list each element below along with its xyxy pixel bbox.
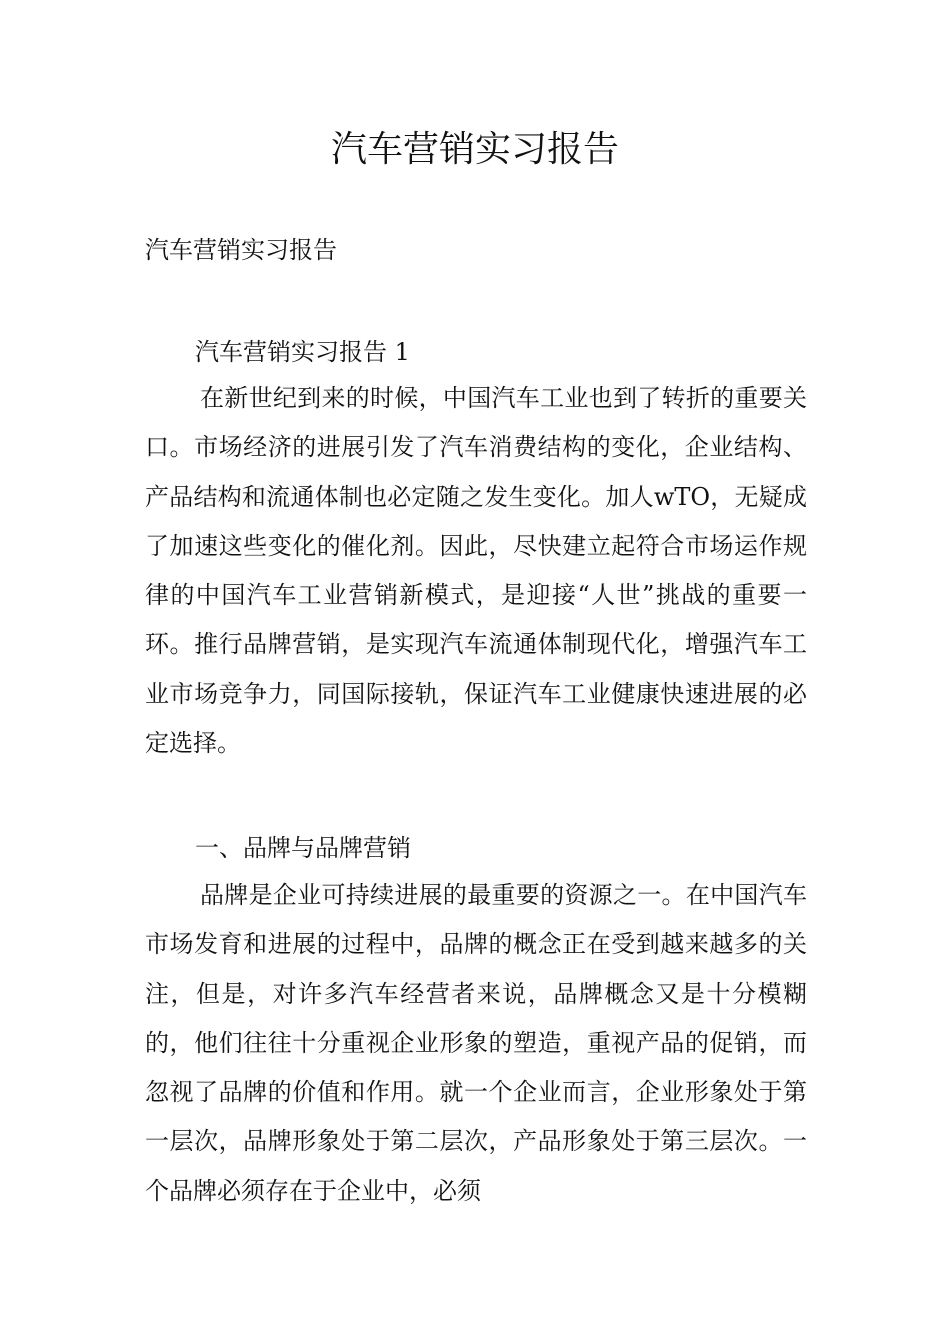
section-title: 汽车营销实习报告 1 [195, 338, 410, 366]
paragraph-intro: 在新世纪到来的时候，中国汽车工业也到了转折的重要关口。市场经济的进展引发了汽车消费结构的变化，企业结构、产品结构和流通体制也必定随之发生变化。加人wTO，无疑成了加速这些变化的催化剂。因此，尽快建立起符合市场运作规律的中国汽车工业营销新模式，是迎接“人世”挑战的重要一环。推行品牌营销，是实现汽车流通体制现代化，增强汽车工业市场竞争力，同国际接轨，保证汽车工业健康快速进展的必定选择。 [145, 384, 807, 758]
paragraph-brand: 品牌是企业可持续进展的最重要的资源之一。在中国汽车市场发育和进展的过程中，品牌的概念正在受到越来越多的关注，但是，对许多汽车经营者来说，品牌概念又是十分模糊的，他们往往十分重视企业形象的塑造，重视产品的促销，而忽视了品牌的价值和作用。就一个企业而言，企业形象处于第一层次，品牌形象处于第二层次，产品形象处于第三层次。一个品牌必须存在于企业中，必须 [145, 881, 807, 1205]
section-heading-brand: 一、品牌与品牌营销 [195, 834, 411, 862]
document-subtitle: 汽车营销实习报告 [145, 236, 337, 264]
document-title: 汽车营销实习报告 [330, 129, 619, 170]
